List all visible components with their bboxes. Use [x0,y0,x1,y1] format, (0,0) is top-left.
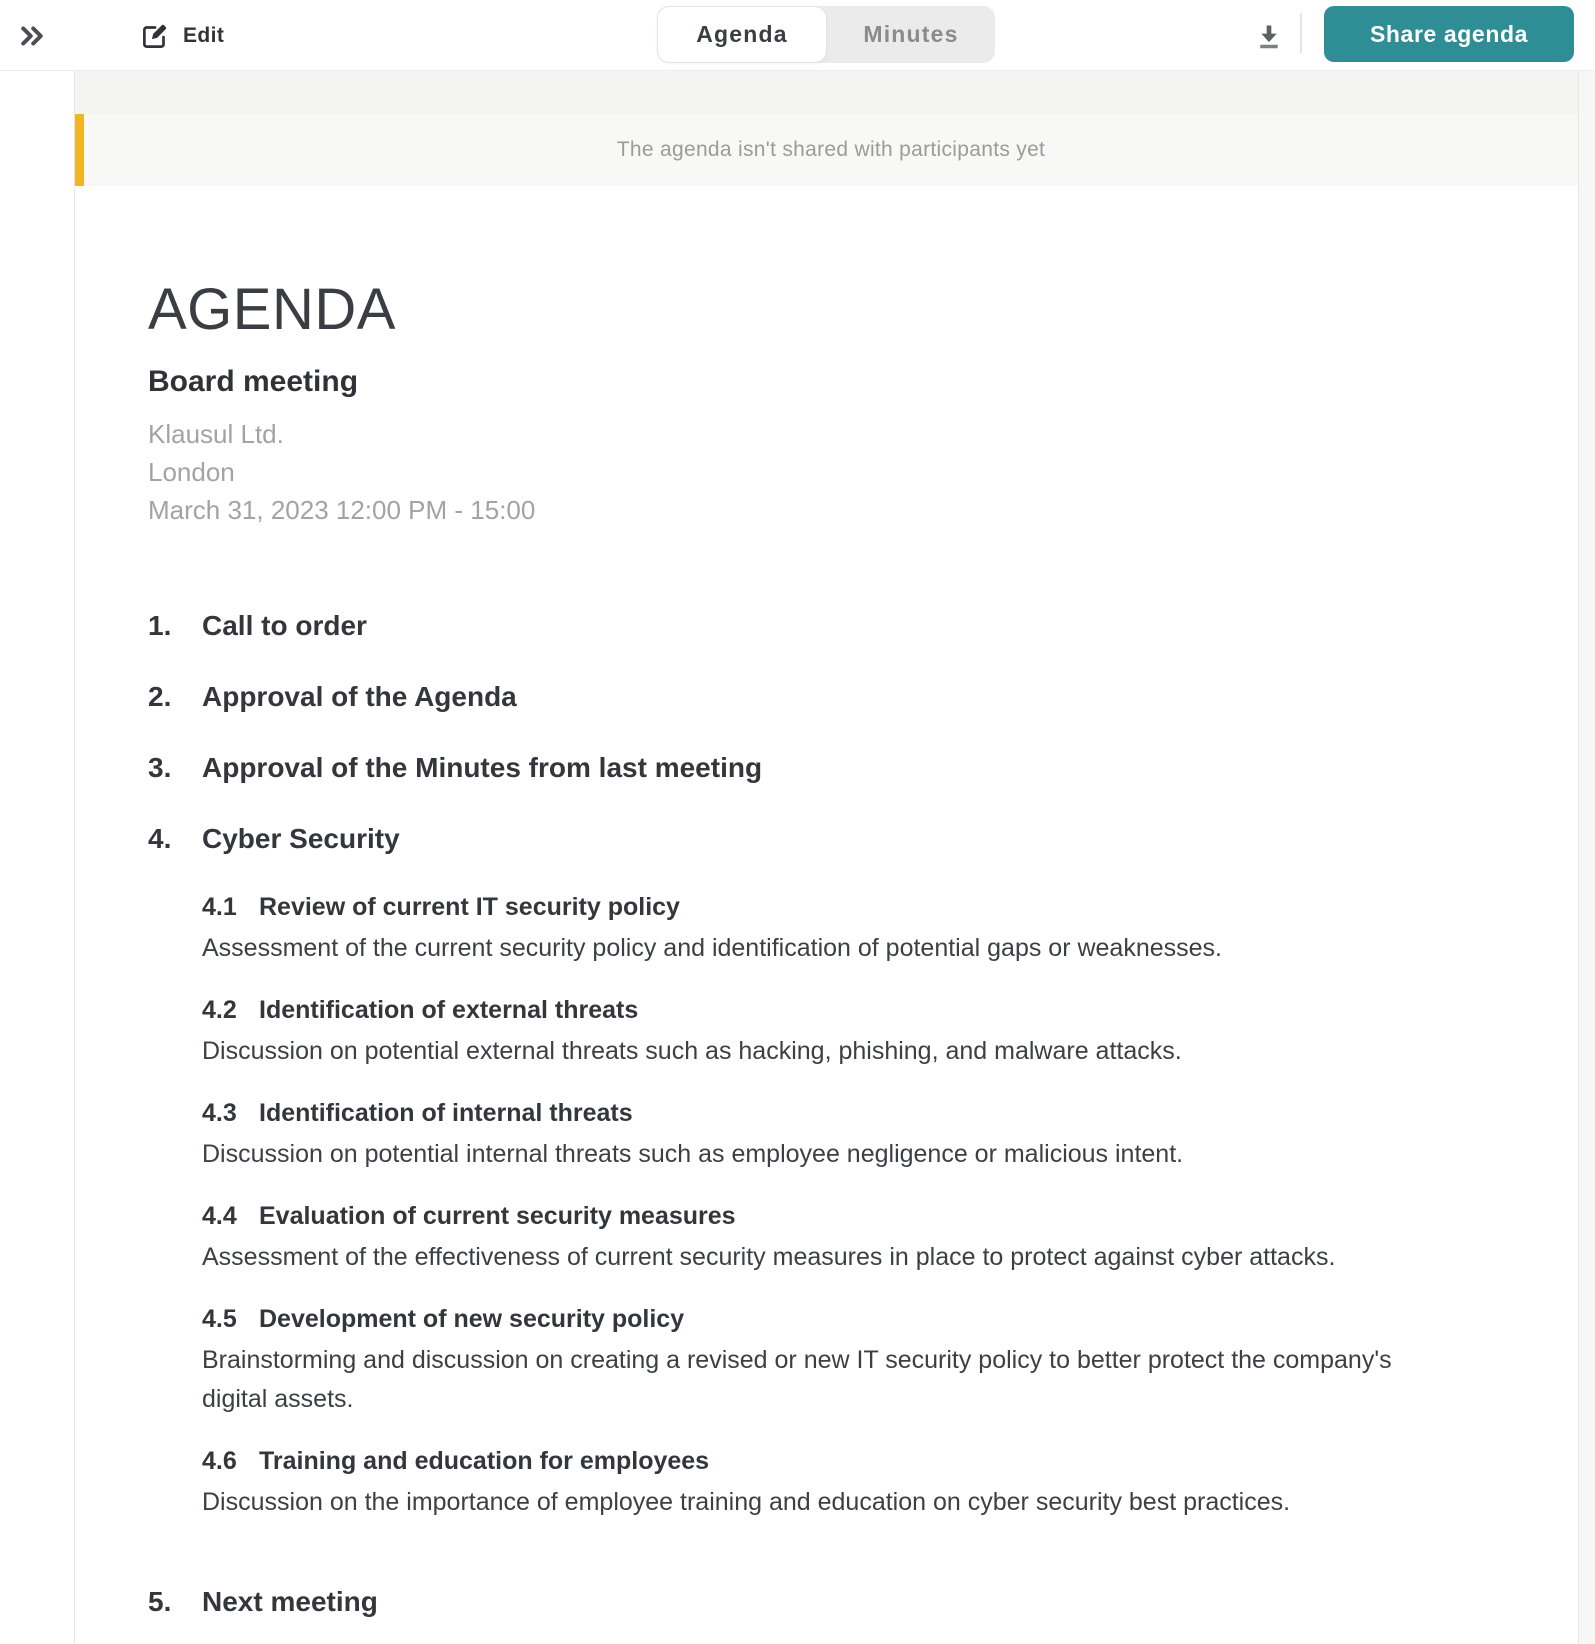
agenda-subitem [202,1200,1518,1277]
meeting-location: London [148,456,235,487]
agenda-item-title: Approval of the Minutes from last meeting [202,751,763,783]
agenda-subitem [202,1097,1518,1174]
tab-minutes-label: Minutes [863,21,959,47]
agenda-subitem-title: Development of new security policy [259,1304,685,1333]
share-agenda-label: Share agenda [1369,20,1529,47]
agenda-item-body [202,822,1518,1548]
edit-pencil-icon [141,23,168,50]
notice-banner-message: The agenda isn't shared with participants yet [616,138,1046,161]
tab-minutes[interactable] [827,6,995,63]
download-icon [1255,21,1283,51]
edit-button[interactable] [141,15,224,57]
agenda-list [148,609,1518,1619]
agenda-item-title: Next meeting [202,1585,378,1617]
right-panel-gutter [1578,71,1595,1644]
collapse-sidebar-button[interactable] [14,18,50,54]
tab-agenda-label: Agenda [696,21,788,47]
agenda-item [148,1585,1518,1619]
toolbar [0,0,1595,71]
agenda-document [75,186,1578,1619]
agenda-item-title: Approval of the Agenda [202,680,517,712]
download-button[interactable] [1249,15,1289,57]
agenda-subitem-heading [202,1200,1518,1232]
agenda-subitem-number: 4.3 [202,1098,237,1127]
agenda-item-title: Cyber Security [202,822,400,854]
agenda-item [148,609,1518,643]
meeting-datetime: March 31, 2023 12:00 PM - 15:00 [148,494,536,525]
meeting-company: Klausul Ltd. [148,418,284,449]
agenda-item [148,680,1518,714]
left-rail-divider [74,0,75,1644]
agenda-subitem-number: 4.2 [202,995,237,1024]
tab-agenda[interactable] [657,6,827,63]
agenda-subitem-heading [202,891,1518,923]
agenda-item-number: 5. [148,1585,172,1617]
meeting-meta [148,415,1518,529]
agenda-subitem-description: Brainstorming and discussion on creating a revised or new IT security policy to better protect the company's digital assets. [202,1345,1392,1413]
content-area [75,71,1578,1644]
agenda-subitem-number: 4.5 [202,1304,237,1333]
agenda-subitem-description: Discussion on the importance of employee training and education on cyber security best practices. [202,1487,1291,1516]
agenda-subitem-title: Review of current IT security policy [259,892,680,921]
agenda-subitem-description: Assessment of the current security policy and identification of potential gaps or weaknesses. [202,933,1222,962]
agenda-subitem-heading [202,1445,1518,1477]
agenda-item-title: Call to order [202,609,367,641]
agenda-item-body [202,751,1518,785]
agenda-subitem-number: 4.1 [202,892,237,921]
agenda-item-body [202,609,1518,643]
agenda-subitem-title: Identification of external threats [259,995,639,1024]
content-top-strip [75,71,1578,114]
agenda-item-number: 1. [148,609,172,641]
agenda-subitem-title: Training and education for employees [259,1446,710,1475]
document-title: AGENDA [148,277,396,342]
agenda-item [148,822,1518,1548]
view-toggle [657,6,995,63]
chevrons-right-icon [17,21,47,51]
meeting-title: Board meeting [148,364,359,398]
agenda-item-number: 4. [148,822,172,854]
agenda-subitem-description: Discussion on potential external threats such as hacking, phishing, and malware attacks. [202,1036,1182,1065]
toolbar-divider [1300,13,1302,53]
agenda-subitem [202,891,1518,968]
agenda-subitem [202,1445,1518,1522]
agenda-item-body [202,680,1518,714]
agenda-subitem-heading [202,1303,1518,1335]
agenda-subitem-title: Evaluation of current security measures [259,1201,736,1230]
agenda-subitem-title: Identification of internal threats [259,1098,633,1127]
agenda-sublist [202,891,1518,1522]
agenda-subitem-number: 4.4 [202,1201,237,1230]
share-agenda-button[interactable] [1324,6,1574,62]
agenda-subitem [202,994,1518,1071]
agenda-item-number: 2. [148,680,172,712]
notice-banner [75,114,1578,186]
edit-label: Edit [183,24,225,47]
agenda-item-body [202,1585,1518,1619]
agenda-item [148,751,1518,785]
agenda-subitem-heading [202,994,1518,1026]
agenda-subitem [202,1303,1518,1419]
agenda-subitem-heading [202,1097,1518,1129]
agenda-subitem-number: 4.6 [202,1446,237,1475]
agenda-subitem-description: Discussion on potential internal threats such as employee negligence or malicious intent. [202,1139,1184,1168]
agenda-item-number: 3. [148,751,172,783]
agenda-subitem-description: Assessment of the effectiveness of current security measures in place to protect against cyber attacks. [202,1242,1336,1271]
